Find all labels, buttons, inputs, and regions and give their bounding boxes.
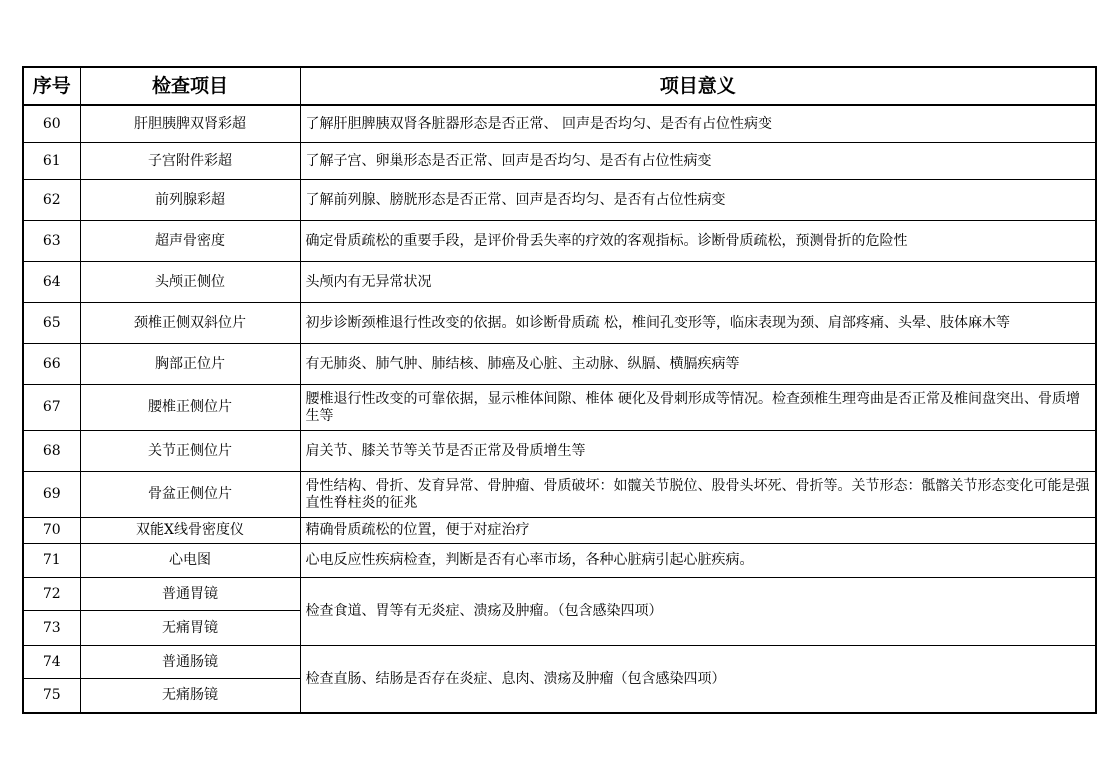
table-row <box>23 262 1096 303</box>
colonoscopy-meaning: 检查直肠、结肠是否存在炎症、息肉、溃疡及肿瘤（包含感染四项） <box>300 646 1096 714</box>
row-num: 63 <box>23 221 80 262</box>
row-item: 无痛肠镜 <box>80 679 300 714</box>
row-meaning: 有无肺炎、肺气肿、肺结核、肺癌及心脏、主动脉、纵膈、横膈疾病等 <box>300 344 1096 385</box>
table-row <box>23 105 1096 143</box>
row-item: 普通胃镜 <box>80 578 300 611</box>
row-item: 头颅正侧位 <box>80 262 300 303</box>
row-item: 心电图 <box>80 544 300 578</box>
table-row <box>23 385 1096 431</box>
row-item: 腰椎正侧位片 <box>80 385 300 431</box>
row-num: 70 <box>23 518 80 544</box>
table-row <box>23 518 1096 544</box>
row-meaning: 了解前列腺、膀胱形态是否正常、回声是否均匀、是否有占位性病变 <box>300 180 1096 221</box>
row-num: 66 <box>23 344 80 385</box>
table-row <box>23 472 1096 518</box>
header-item: 检查项目 <box>80 67 300 105</box>
row-num: 61 <box>23 143 80 180</box>
row-num: 64 <box>23 262 80 303</box>
header-meaning: 项目意义 <box>300 67 1096 105</box>
exam-items-table <box>22 66 1097 714</box>
row-item: 颈椎正侧双斜位片 <box>80 303 300 344</box>
row-meaning: 精确骨质疏松的位置，便于对症治疗 <box>300 518 1096 544</box>
row-item: 肝胆胰脾双肾彩超 <box>80 105 300 143</box>
row-meaning: 了解子宫、卵巢形态是否正常、回声是否均匀、是否有占位性病变 <box>300 143 1096 180</box>
row-num: 67 <box>23 385 80 431</box>
row-item: 骨盆正侧位片 <box>80 472 300 518</box>
gastroscopy-meaning: 检查食道、胃等有无炎症、溃疡及肿瘤。（包含感染四项） <box>300 578 1096 646</box>
row-meaning: 了解肝胆脾胰双肾各脏器形态是否正常、 回声是否均匀、是否有占位性病变 <box>300 105 1096 143</box>
table-row <box>23 544 1096 578</box>
table-row <box>23 221 1096 262</box>
row-num: 65 <box>23 303 80 344</box>
table-row <box>23 431 1096 472</box>
row-num: 71 <box>23 544 80 578</box>
row-meaning: 腰椎退行性改变的可靠依据，显示椎体间隙、椎体 硬化及骨刺形成等情况。检查颈椎生理弯曲是否正常及椎间盘突出、骨质增生等 <box>300 385 1096 431</box>
row-meaning: 心电反应性疾病检查，判断是否有心率市场，各种心脏病引起心脏疾病。 <box>300 544 1096 578</box>
row-item: 普通肠镜 <box>80 646 300 679</box>
row-item: 超声骨密度 <box>80 221 300 262</box>
row-num: 60 <box>23 105 80 143</box>
row-meaning: 初步诊断颈椎退行性改变的依据。如诊断骨质疏 松，椎间孔变形等，临床表现为颈、肩部疼痛、头晕、肢体麻木等 <box>300 303 1096 344</box>
table-row <box>23 646 1096 679</box>
row-num: 74 <box>23 646 80 679</box>
row-num: 73 <box>23 611 80 646</box>
row-item: 关节正侧位片 <box>80 431 300 472</box>
table-row <box>23 303 1096 344</box>
row-meaning: 头颅内有无异常状况 <box>300 262 1096 303</box>
row-num: 72 <box>23 578 80 611</box>
row-num: 68 <box>23 431 80 472</box>
row-num: 62 <box>23 180 80 221</box>
row-item: 无痛胃镜 <box>80 611 300 646</box>
row-item: 胸部正位片 <box>80 344 300 385</box>
row-item: 前列腺彩超 <box>80 180 300 221</box>
row-meaning: 骨性结构、骨折、发育异常、骨肿瘤、骨质破坏：如髋关节脱位、股骨头坏死、骨折等。关节形态：骶髂关节形态变化可能是强直性脊柱炎的征兆 <box>300 472 1096 518</box>
row-item: 子宫附件彩超 <box>80 143 300 180</box>
row-item: 双能X线骨密度仪 <box>80 518 300 544</box>
table-row <box>23 143 1096 180</box>
table-row <box>23 578 1096 611</box>
table-row <box>23 180 1096 221</box>
row-meaning: 确定骨质疏松的重要手段，是评价骨丢失率的疗效的客观指标。诊断骨质疏松，预测骨折的危险性 <box>300 221 1096 262</box>
table-header-row <box>23 67 1096 105</box>
row-num: 69 <box>23 472 80 518</box>
table-row <box>23 344 1096 385</box>
row-meaning: 肩关节、膝关节等关节是否正常及骨质增生等 <box>300 431 1096 472</box>
header-num: 序号 <box>23 67 80 105</box>
row-num: 75 <box>23 679 80 714</box>
